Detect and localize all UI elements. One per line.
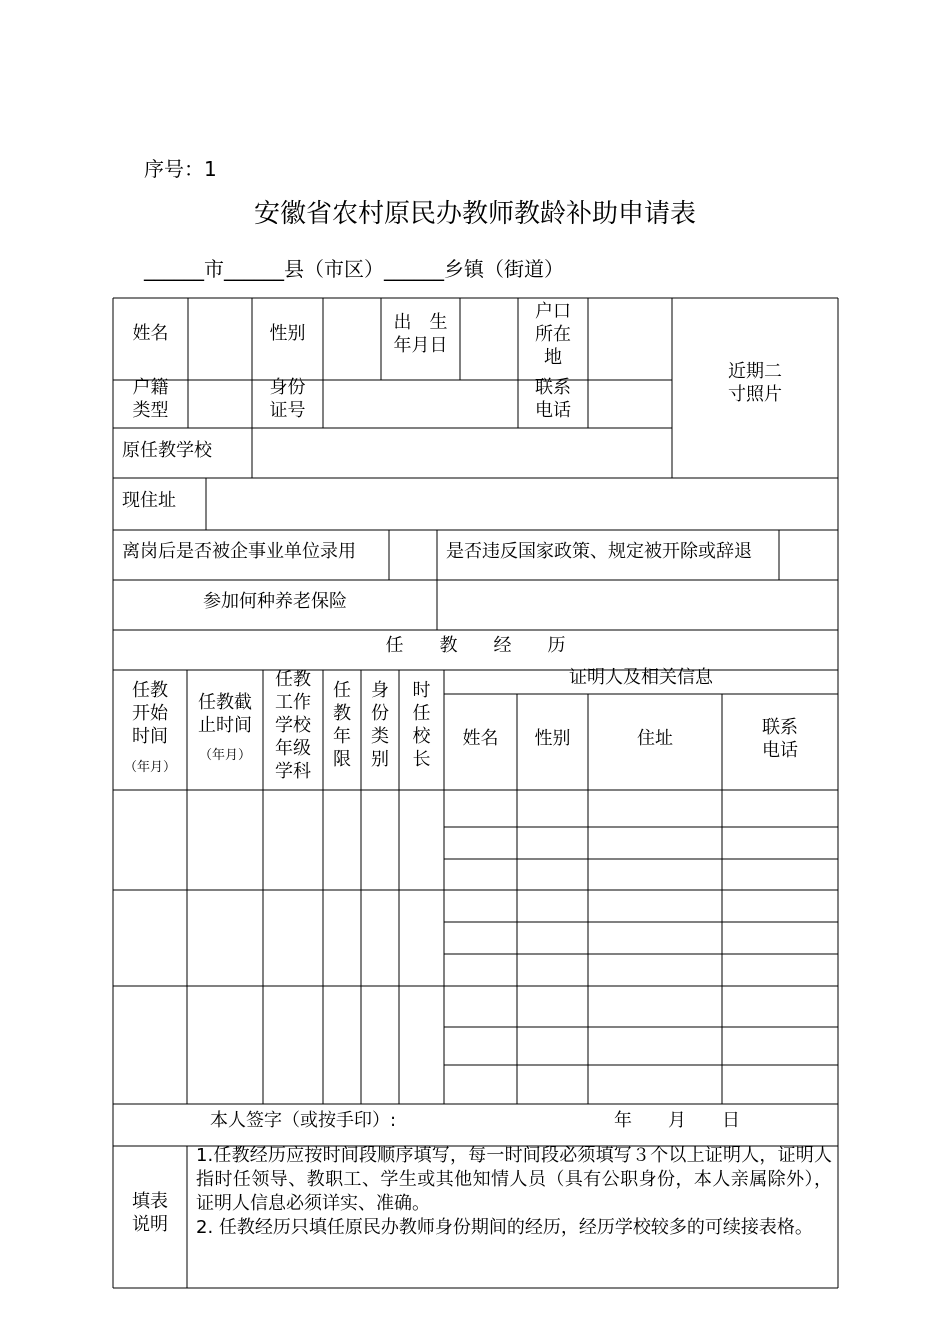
region-line: ______市______县（市区）______乡镇（街道） xyxy=(144,257,564,281)
witness-group-header: 证明人及相关信息 xyxy=(569,667,713,688)
instruction-item-2: 2. 任教经历只填任原民办教师身份期间的经历，经历学校较多的可续接表格。 xyxy=(196,1217,813,1238)
teaching-years-header: 任 教 年 限 xyxy=(333,680,351,770)
witness-name-header: 姓名 xyxy=(462,728,499,749)
witness-address-header: 住址 xyxy=(637,728,673,749)
photo-label: 近期二 寸照片 xyxy=(728,361,782,405)
start-time-header: 任教 开始 时间 xyxy=(132,680,168,747)
hukou-location-label: 户口 所在 地 xyxy=(535,301,571,368)
identity-type-header: 身 份 类 别 xyxy=(371,680,389,770)
end-time-unit: （年月） xyxy=(198,748,251,763)
witness-phone-header: 联系 电话 xyxy=(762,717,798,761)
end-time-header: 任教截 止时间 xyxy=(198,692,252,736)
school-grade-subject-header: 任教 工作 学校 年级 学科 xyxy=(275,669,311,782)
hukou-type-label: 户籍 类型 xyxy=(132,377,169,421)
pension-insurance-label: 参加何种养老保险 xyxy=(203,591,347,612)
current-address-label: 现住址 xyxy=(122,490,176,511)
instructions-label: 填表 说明 xyxy=(132,1191,168,1235)
gender-label: 性别 xyxy=(269,323,306,344)
start-time-unit: （年月） xyxy=(123,760,176,775)
serial-number: 序号：1 xyxy=(144,157,217,181)
instructions-text xyxy=(196,1144,832,1240)
id-number-label: 身份 证号 xyxy=(269,377,306,421)
signature-label: 本人签字（或按手印）: xyxy=(210,1110,397,1131)
name-label: 姓名 xyxy=(132,323,169,344)
instruction-item-1: 1.任教经历应按时间段顺序填写，每一时间段必须填写３个以上证明人，证明人指时任领导、教职工、学生或其他知情人员（具有公职身份，本人亲属除外），证明人信息必须详实、准确。 xyxy=(196,1145,832,1214)
original-school-label: 原任教学校 xyxy=(122,440,212,461)
form-title: 安徽省农村原民办教师教龄补助申请表 xyxy=(253,199,696,229)
teaching-history-title: 任 教 经 历 xyxy=(385,635,566,656)
signature-date: 年 月 日 xyxy=(614,1110,740,1131)
employed-after-leaving-label: 离岗后是否被企事业单位录用 xyxy=(122,541,356,562)
witness-gender-header: 性别 xyxy=(534,728,571,749)
contact-phone-label: 联系 电话 xyxy=(535,377,571,421)
birth-date-label: 出 生 年月日 xyxy=(393,312,448,356)
violation-dismissed-label: 是否违反国家政策、规定被开除或辞退 xyxy=(446,541,752,562)
principal-then-header: 时 任 校 长 xyxy=(412,680,431,770)
